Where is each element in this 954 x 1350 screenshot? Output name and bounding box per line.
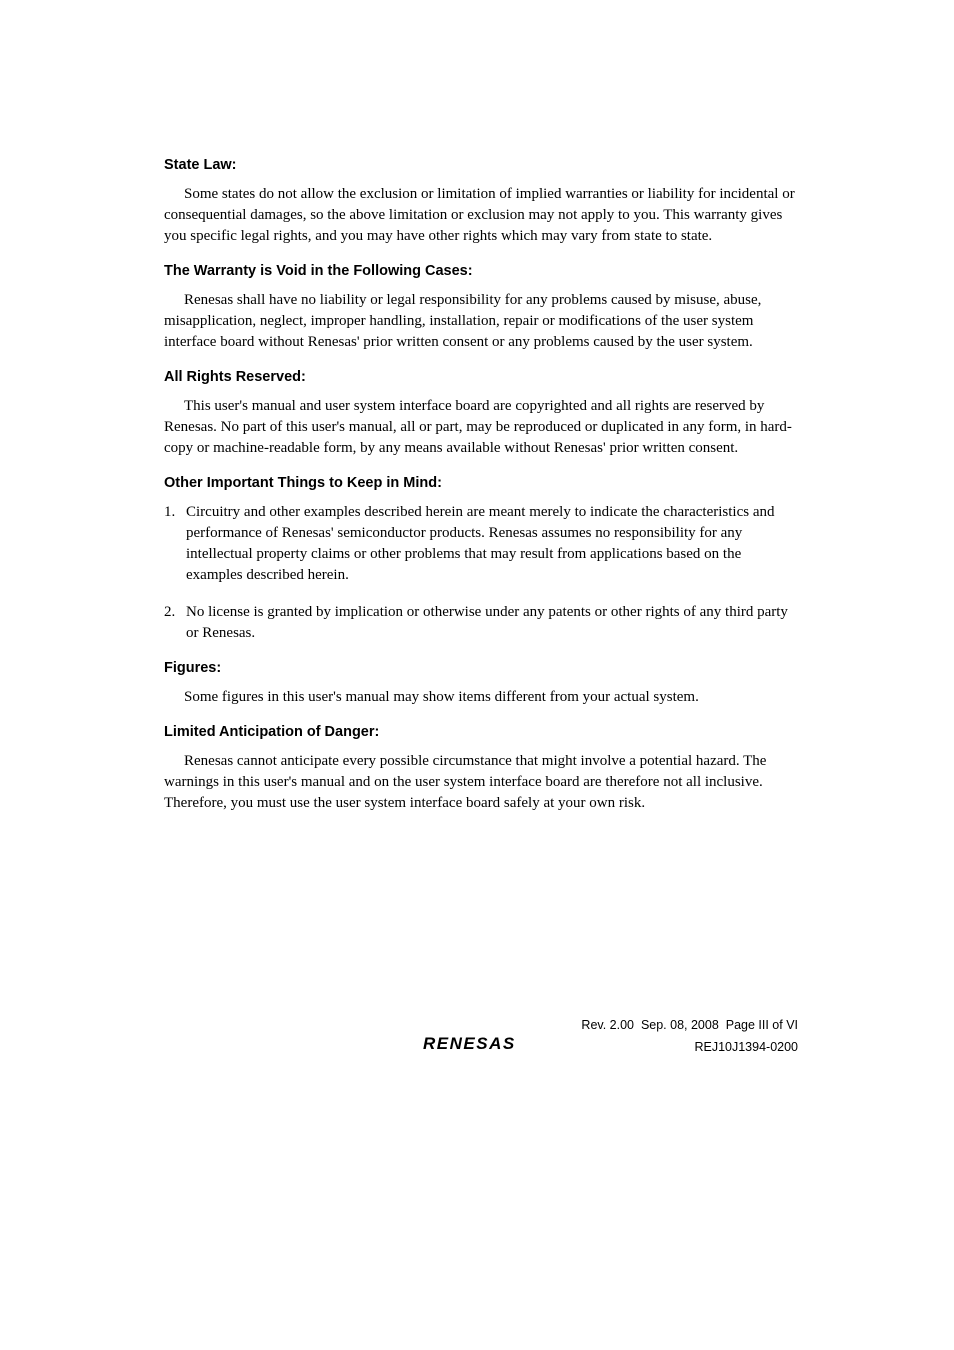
list-item xyxy=(164,502,800,586)
list-item-number: 2. xyxy=(164,604,176,620)
list-item-number: 1. xyxy=(164,504,176,520)
section-heading-other-important-things: Other Important Things to Keep in Mind: xyxy=(164,475,442,491)
section-heading-state-law: State Law: xyxy=(164,157,237,173)
list-item xyxy=(164,602,800,644)
list-item-text: No license is granted by implication or otherwise under any patents or other rights of any third party or Renesas. xyxy=(186,604,788,641)
paragraph-limited-anticipation: Renesas cannot anticipate every possible circumstance that might involve a potential hazard. The warnings in this user's manual and on the user system interface board are therefore not all inclusive. Therefore, you must use the user system interface board safely at your own risk. xyxy=(164,753,767,811)
paragraph-all-rights-reserved: This user's manual and user system interface board are copyrighted and all rights are reserved by Renesas. No part of this user's manual, all or part, may be reproduced or duplicated in any form, in hard-copy or machine-readable form, by any means available without Renesas' prior written consent. xyxy=(164,398,792,456)
document-body xyxy=(164,155,800,814)
list-item-text: Circuitry and other examples described herein are meant merely to indicate the characteristics and performance of Renesas' semiconductor products. Renesas assumes no responsibility for any intellectual property claims or other problems that may result from applications based on the examples described herein. xyxy=(186,504,775,583)
paragraph-warranty-void: Renesas shall have no liability or legal responsibility for any problems caused by misuse, abuse, misapplication, neglect, improper handling, installation, repair or modifications of the user system interface board without Renesas' prior written consent or any problems caused by the user system. xyxy=(164,292,762,350)
paragraph-state-law: Some states do not allow the exclusion or limitation of implied warranties or liability for incidental or consequential damages, so the above limitation or exclusion may not apply to you. This warranty gives you specific legal rights, and you may have other rights which may vary from state to state. xyxy=(164,186,795,244)
section-heading-figures: Figures: xyxy=(164,660,222,676)
renesas-logo xyxy=(423,1031,545,1053)
footer-revision: Rev. 2.00 Sep. 08, 2008 Page III of VI xyxy=(581,1018,798,1032)
renesas-logo-text: RENESAS xyxy=(423,1034,516,1053)
section-heading-limited-anticipation: Limited Anticipation of Danger: xyxy=(164,724,380,740)
section-heading-warranty-void: The Warranty is Void in the Following Cases: xyxy=(164,263,473,279)
paragraph-figures: Some figures in this user's manual may show items different from your actual system. xyxy=(184,689,699,705)
section-heading-all-rights-reserved: All Rights Reserved: xyxy=(164,369,306,385)
footer-doc-code: REJ10J1394-0200 xyxy=(694,1040,798,1054)
